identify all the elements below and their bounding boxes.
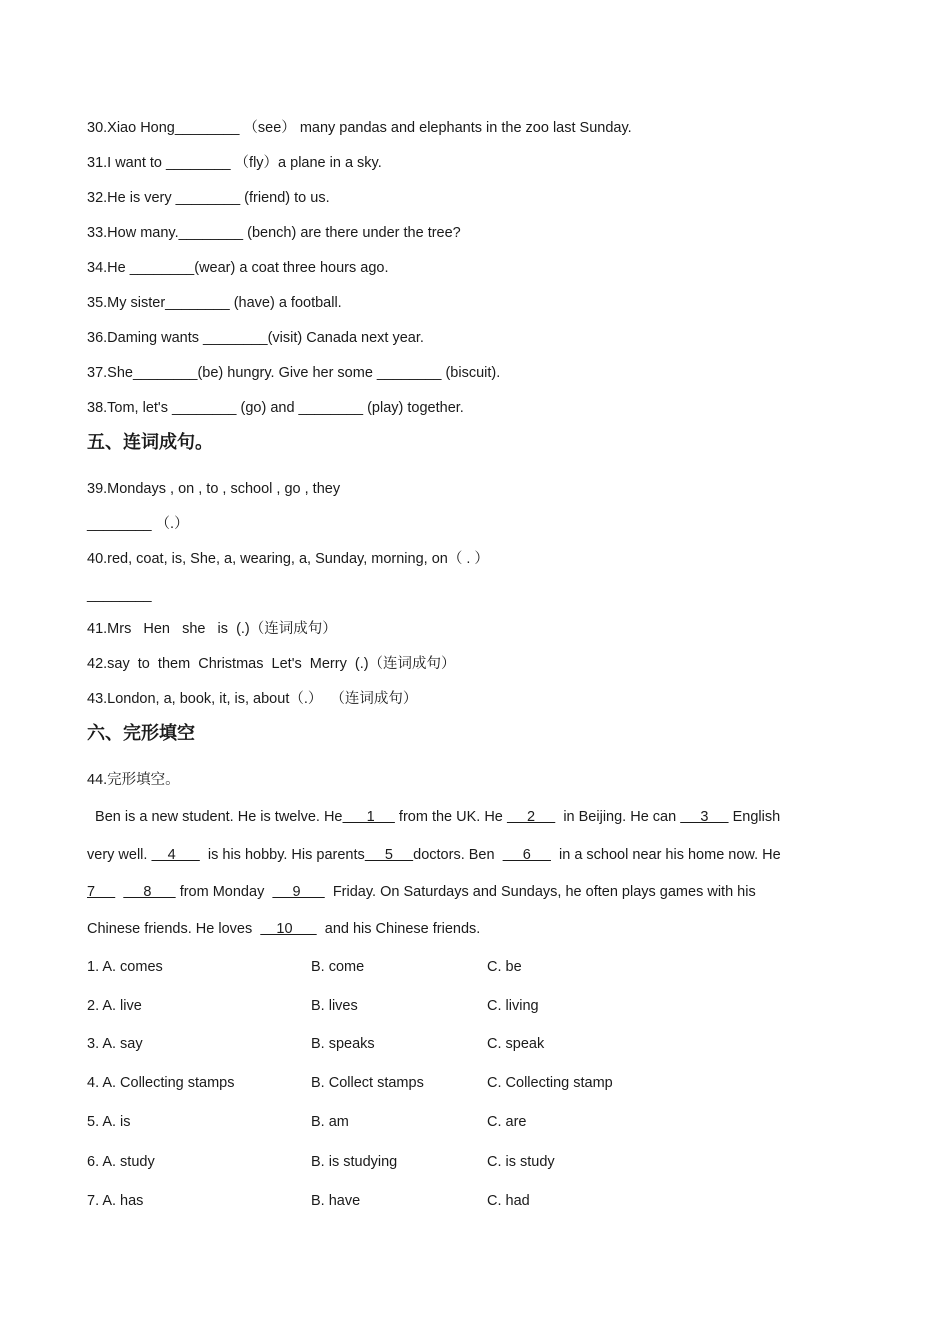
option-7-c: C. had [487,1193,530,1209]
option-5-a: 5. A. is [87,1114,131,1130]
option-7-a: 7. A. has [87,1193,144,1209]
option-3-c: C. speak [487,1036,545,1052]
option-1-a: 1. A. comes [87,959,163,975]
option-5-c: C. are [487,1114,527,1130]
option-1-c: C. be [487,959,522,975]
blank-5: 5 [364,847,414,863]
option-1-b: B. come [311,959,365,975]
question-31: 31.I want to ________ （fly）a plane in a sky. [87,155,382,171]
question-30: 30.Xiao Hong________ （see） many pandas and elephants in the zoo last Sunday. [87,120,632,136]
cloze-paragraph-line-2: very well. 4 is his hobby. His parents 5 doctors. Ben 6 in a school near his home now. He [87,847,781,863]
option-2-b: B. lives [311,998,358,1014]
blank-7: 7 [87,884,116,900]
question-37: 37.She________(be) hungry. Give her some ________ (biscuit). [87,365,501,381]
option-2-a: 2. A. live [87,998,142,1014]
question-39: 39.Mondays , on , to , school , go , they [87,481,341,497]
option-5-b: B. am [311,1114,349,1130]
option-3-b: B. speaks [311,1036,375,1052]
option-7-b: B. have [311,1193,361,1209]
question-36: 36.Daming wants ________(visit) Canada next year. [87,330,424,346]
blank-1: 1 [342,809,395,825]
option-6-a: 6. A. study [87,1154,155,1170]
question-44: 44.完形填空。 [87,772,180,788]
question-35: 35.My sister________ (have) a football. [87,295,342,311]
blank-2: 2 [506,809,556,825]
question-38: 38.Tom, let's ________ (go) and ________ (play) together. [87,400,464,416]
cloze-paragraph-line-4: Chinese friends. He loves 10 and his Chinese friends. [87,921,481,937]
question-42: 42.say to them Christmas Let's Merry (.)（连词成句） [87,656,456,672]
blank-8: 8 [123,884,176,900]
option-4-a: 4. A. Collecting stamps [87,1075,235,1091]
option-4-b: B. Collect stamps [311,1075,424,1091]
section-5-heading: 五、连词成句。 [87,432,213,452]
section-6-heading: 六、完形填空 [87,723,195,743]
question-40: 40.red, coat, is, She, a, wearing, a, Sunday, morning, on（ . ） [87,551,489,567]
blank-3: 3 [680,809,729,825]
blank-10: 10 [260,921,317,937]
blank-9: 9 [272,884,325,900]
option-6-b: B. is studying [311,1154,398,1170]
option-4-c: C. Collecting stamp [487,1075,613,1091]
blank-6: 6 [502,847,551,863]
question-33: 33.How many.________ (bench) are there under the tree? [87,225,461,241]
question-43: 43.London, a, book, it, is, about（.） （连词成句） [87,691,418,707]
cloze-paragraph-line-1: Ben is a new student. He is twelve. He 1 from the UK. He 2 in Beijing. He can 3 English [87,809,781,825]
option-6-c: C. is study [487,1154,555,1170]
question-34: 34.He ________(wear) a coat three hours ago. [87,260,389,276]
question-41: 41.Mrs Hen she is (.)（连词成句） [87,621,337,637]
cloze-paragraph-line-3: 7 8 from Monday 9 Friday. On Saturdays and Sundays, he often plays games with his [87,884,756,900]
question-40-answer-blank: ________ [87,587,152,603]
option-2-c: C. living [487,998,539,1014]
question-39-answer-blank: ________ （.） [87,516,189,532]
blank-4: 4 [151,847,200,863]
question-32: 32.He is very ________ (friend) to us. [87,190,330,206]
option-3-a: 3. A. say [87,1036,143,1052]
